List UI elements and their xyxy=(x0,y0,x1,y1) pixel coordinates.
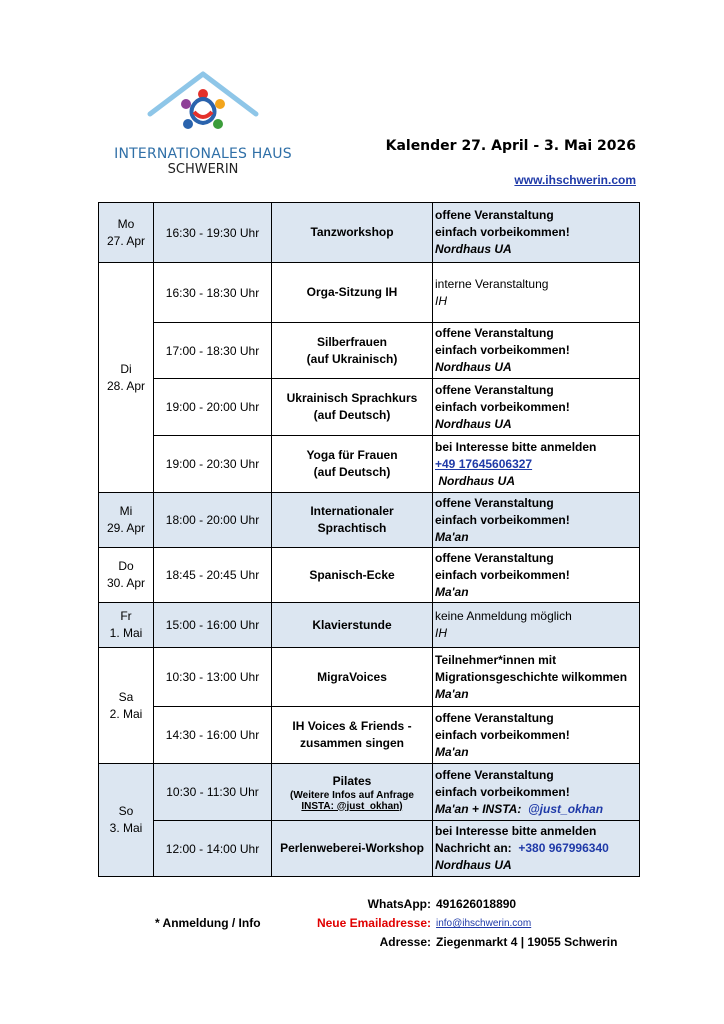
event-title: Internationaler Sprachtisch xyxy=(272,493,433,548)
time-cell: 15:00 - 16:00 Uhr xyxy=(154,603,272,648)
email-label: Neue Emailadresse: xyxy=(316,916,431,930)
event-title: Perlenweberei-Workshop xyxy=(272,821,433,877)
event-info: offene Veranstaltung einfach vorbeikommen! Nordhaus UA xyxy=(433,379,640,436)
event-title: Yoga für Frauen (auf Deutsch) xyxy=(272,436,433,493)
table-row xyxy=(99,493,640,548)
phone-link[interactable]: +49 17645606327 xyxy=(435,456,533,471)
time-cell: 10:30 - 11:30 Uhr xyxy=(154,764,272,821)
day-cell-so: So 3. Mai xyxy=(99,764,154,877)
time-cell: 18:45 - 20:45 Uhr xyxy=(154,548,272,603)
event-title: IH Voices & Friends - zusammen singen xyxy=(272,707,433,764)
event-title: Tanzworkshop xyxy=(272,203,433,263)
event-calendar-table xyxy=(98,202,640,877)
event-title: Orga-Sitzung IH xyxy=(272,263,433,323)
event-info: offene Veranstaltung einfach vorbeikommen! Ma'an + INSTA: @just_okhan xyxy=(433,764,640,821)
time-cell: 19:00 - 20:30 Uhr xyxy=(154,436,272,493)
table-row xyxy=(99,821,640,877)
whatsapp-label: WhatsApp: xyxy=(367,897,431,911)
instagram-handle[interactable]: @just_okhan xyxy=(527,801,604,816)
day-cell-sa: Sa 2. Mai xyxy=(99,648,154,764)
table-row xyxy=(99,263,640,323)
day-cell-di: Di 28. Apr xyxy=(99,263,154,493)
event-info: bei Interesse bitte anmelden +49 17645606327 Nordhaus UA xyxy=(433,436,640,493)
org-name: INTERNATIONALES HAUS xyxy=(114,146,292,162)
address-label: Adresse: xyxy=(379,935,431,949)
table-row xyxy=(99,648,640,707)
event-info: bei Interesse bitte anmelden Nachricht an: +380 967996340 Nordhaus UA xyxy=(433,821,640,877)
event-title: MigraVoices xyxy=(272,648,433,707)
people-circle-icon xyxy=(181,89,225,129)
event-info: Teilnehmer*innen mit Migrationsgeschichte wilkommen Ma'an xyxy=(433,648,640,707)
phone-link[interactable]: +380 967996340 xyxy=(518,841,609,855)
time-cell: 14:30 - 16:00 Uhr xyxy=(154,707,272,764)
table-row xyxy=(99,764,640,821)
table-row xyxy=(99,323,640,379)
table-row xyxy=(99,203,640,263)
event-title: Silberfrauen (auf Ukrainisch) xyxy=(272,323,433,379)
event-info: offene Veranstaltung einfach vorbeikommen! Ma'an xyxy=(433,493,640,548)
day-cell-mo: Mo 27. Apr xyxy=(99,203,154,263)
table-row xyxy=(99,548,640,603)
time-cell: 17:00 - 18:30 Uhr xyxy=(154,323,272,379)
time-cell: 18:00 - 20:00 Uhr xyxy=(154,493,272,548)
day-cell-mi: Mi 29. Apr xyxy=(99,493,154,548)
website-link[interactable]: www.ihschwerin.com xyxy=(514,173,636,187)
email-link[interactable]: info@ihschwerin.com xyxy=(436,918,532,929)
table-row xyxy=(99,379,640,436)
event-info: keine Anmeldung möglich IH xyxy=(433,603,640,648)
time-cell: 10:30 - 13:00 Uhr xyxy=(154,648,272,707)
event-info: offene Veranstaltung einfach vorbeikommen! Ma'an xyxy=(433,548,640,603)
address-value: Ziegenmarkt 4 | 19055 Schwerin xyxy=(436,935,618,949)
event-info: interne Veranstaltung IH xyxy=(433,263,640,323)
event-info: offene Veranstaltung einfach vorbeikommen! Nordhaus UA xyxy=(433,203,640,263)
event-title: Ukrainisch Sprachkurs (auf Deutsch) xyxy=(272,379,433,436)
event-info: offene Veranstaltung einfach vorbeikommen! Nordhaus UA xyxy=(433,323,640,379)
event-title: Spanisch-Ecke xyxy=(272,548,433,603)
signup-info-label: * Anmeldung / Info xyxy=(155,916,261,930)
event-info: offene Veranstaltung einfach vorbeikommen! Ma'an xyxy=(433,707,640,764)
time-cell: 12:00 - 14:00 Uhr xyxy=(154,821,272,877)
time-cell: 16:30 - 18:30 Uhr xyxy=(154,263,272,323)
day-cell-do: Do 30. Apr xyxy=(99,548,154,603)
time-cell: 16:30 - 19:30 Uhr xyxy=(154,203,272,263)
event-title: Pilates (Weitere Infos auf Anfrage INSTA: @just_okhan) xyxy=(272,764,433,821)
whatsapp-number: 491626018890 xyxy=(436,897,517,911)
table-row xyxy=(99,436,640,493)
org-city: SCHWERIN xyxy=(167,162,239,177)
table-row xyxy=(99,603,640,648)
event-title: Klavierstunde xyxy=(272,603,433,648)
calendar-title: Kalender 27. April - 3. Mai 2026 xyxy=(385,138,636,154)
table-row xyxy=(99,707,640,764)
time-cell: 19:00 - 20:00 Uhr xyxy=(154,379,272,436)
day-cell-fr: Fr 1. Mai xyxy=(99,603,154,648)
